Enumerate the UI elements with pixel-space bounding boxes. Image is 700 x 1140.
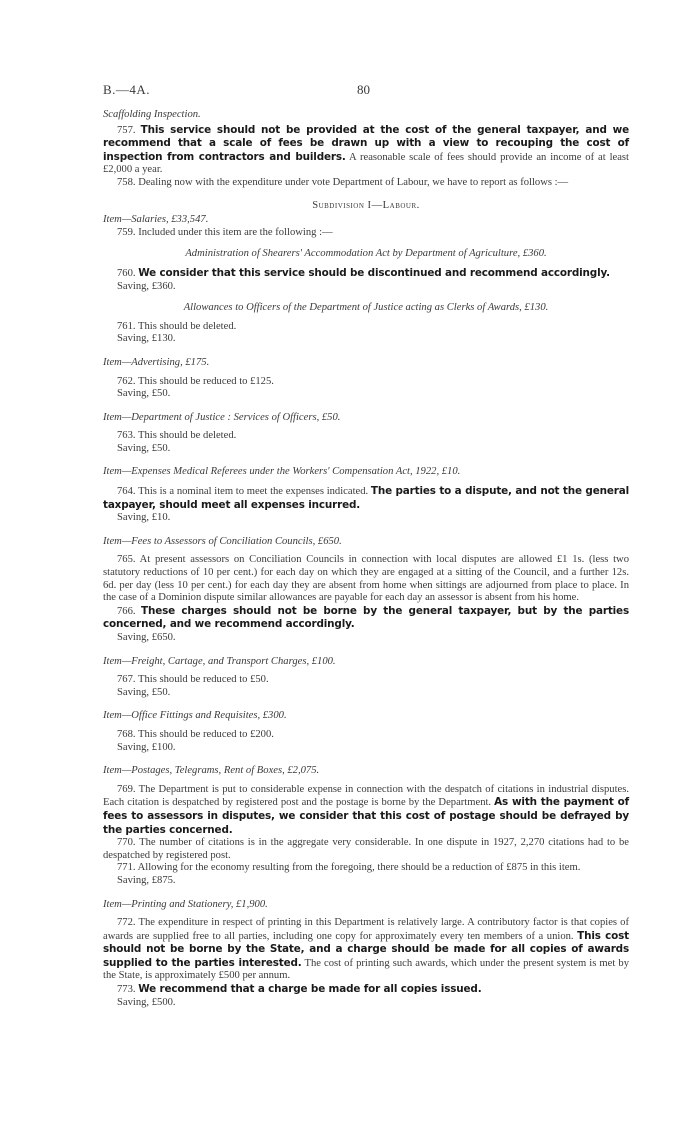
subheading-shearers: Administration of Shearers' Accommodation Act by Department of Agriculture, £360. (185, 248, 547, 260)
paragraph-764-recommendation: The parties to a dispute, and not the general taxpayer, should meet all expenses incurred. (103, 485, 629, 511)
paragraph-760 (103, 267, 629, 281)
paragraph-762: 762. This should be reduced to £125. (117, 375, 274, 387)
paragraph-766-recommendation: These charges should not be borne by the general taxpayer, but by the parties concerned, and we recommend accordingly. (103, 604, 629, 631)
paragraph-769-text: 769. The Department is put to considerable expense in connection with the despatch of citations in industrial disputes. Each citation is despatched by registered post and the postage is borne by the Department. (103, 783, 629, 809)
paragraph-766-number: 766. (117, 605, 142, 617)
paragraph-767: 767. This should be reduced to £50. (117, 674, 269, 686)
item-heading-office: Item—Office Fittings and Requisites, £300. (103, 710, 287, 722)
saving-763: Saving, £50. (117, 442, 171, 454)
item-heading-assessors: Item—Fees to Assessors of Conciliation Councils, £650. (103, 535, 342, 547)
paragraph-772-recommendation: This cost should not be borne by the State, and a charge should be made for all copies of awards supplied to the parties interested. (103, 929, 630, 969)
paragraph-757-number: 757. (117, 124, 141, 136)
paragraph-772 (103, 917, 629, 983)
saving-761: Saving, £130. (117, 333, 176, 345)
document-code: B.—4A. (103, 82, 151, 97)
paragraph-773-number: 773. (117, 984, 139, 996)
paragraph-769-recommendation: As with the payment of fees to assessors in disputes, we consider that this cost of postage should be defrayed by the parties concerned. (103, 796, 629, 836)
saving-760: Saving, £360. (117, 280, 176, 292)
section-heading-scaffolding: Scaffolding Inspection. (103, 109, 201, 120)
paragraph-773 (103, 983, 629, 997)
saving-766: Saving, £650. (117, 632, 176, 643)
paragraph-757-recommendation: This service should not be provided at the cost of the general taxpayer, and we recommend that a scale of fees be drawn up with a view to recouping the cost of inspection from contractors and builders. (103, 123, 629, 163)
saving-762: Saving, £50. (117, 388, 171, 400)
paragraph-760-number: 760. (117, 267, 139, 279)
paragraph-769 (103, 784, 629, 837)
item-heading-printing: Item—Printing and Stationery, £1,900. (103, 898, 268, 910)
paragraph-759: 759. Included under this item are the following :— (117, 226, 333, 238)
saving-767: Saving, £50. (117, 686, 171, 698)
item-heading-medical: Item—Expenses Medical Referees under the Workers' Compensation Act, 1922, £10. (103, 466, 461, 478)
paragraph-760-recommendation: We consider that this service should be discontinued and recommend accordingly. (138, 266, 610, 279)
paragraph-768: 768. This should be reduced to £200. (117, 728, 274, 740)
subheading-allowances: Allowances to Officers of the Department of Justice acting as Clerks of Awards, £130. (183, 302, 549, 314)
item-heading-freight: Item—Freight, Cartage, and Transport Charges, £100. (103, 655, 336, 667)
paragraph-770: 770. The number of citations is in the aggregate very considerable. In one dispute in 1927, 2,270 citations had to be despatched by registered post. (103, 837, 629, 861)
page-number: 80 (357, 82, 370, 97)
document-body (103, 109, 629, 1009)
item-heading-salaries: Item—Salaries, £33,547. (103, 214, 209, 226)
item-heading-postages: Item—Postages, Telegrams, Rent of Boxes, £2,075. (103, 765, 320, 777)
paragraph-764 (103, 485, 629, 512)
saving-764: Saving, £10. (117, 512, 171, 524)
subdivision-heading: Subdivision I—Labour. (312, 199, 420, 211)
paragraph-771: 771. Allowing for the economy resulting from the foregoing, there should be a reduction of £875 in this item. (117, 862, 581, 874)
paragraph-765: 765. At present assessors on Conciliation Councils in connection with local disputes are allowed £1 1s. (less two statutory reductions of 10 per cent.) for each day on which they are engaged at a sitting of the Council, and a further 12s. 6d. per day (less 10 per cent.) for each day they are absent from home when sittings are adjourned from place to place. In the case of a Dominion dispute similar allowances are payable for each day an assessor is absent from his home. (103, 554, 629, 604)
item-heading-advertising: Item—Advertising, £175. (103, 356, 210, 368)
paragraph-764-text: 764. This is a nominal item to meet the expenses indicated. (117, 486, 371, 498)
saving-771: Saving, £875. (117, 874, 176, 886)
saving-768: Saving, £100. (117, 741, 176, 753)
paragraph-773-recommendation: We recommend that a charge be made for all copies issued. (138, 983, 482, 996)
paragraph-758: 758. Dealing now with the expenditure under vote Department of Labour, we have to report as follows :— (117, 176, 569, 188)
paragraph-761: 761. This should be deleted. (117, 320, 237, 332)
item-heading-justice: Item—Department of Justice : Services of Officers, £50. (103, 411, 341, 423)
paragraph-772-text-end: The cost of printing such awards, which under the present system is met by the State, is approximately £500 per annum. (103, 957, 629, 982)
paragraph-757-text: A reasonable scale of fees should provide an income of at least £2,000 a year. (103, 151, 629, 176)
paragraph-763: 763. This should be deleted. (117, 430, 237, 442)
saving-773: Saving, £500. (117, 996, 176, 1008)
paragraph-766 (103, 605, 629, 632)
page-header (103, 84, 628, 100)
paragraph-757 (103, 124, 629, 177)
paragraph-772-text: 772. The expenditure in respect of printing in this Department is relatively large. A contributory factor is that copies of awards are supplied free to all parties, including one copy for approximately every ten members of a union. (103, 917, 629, 942)
